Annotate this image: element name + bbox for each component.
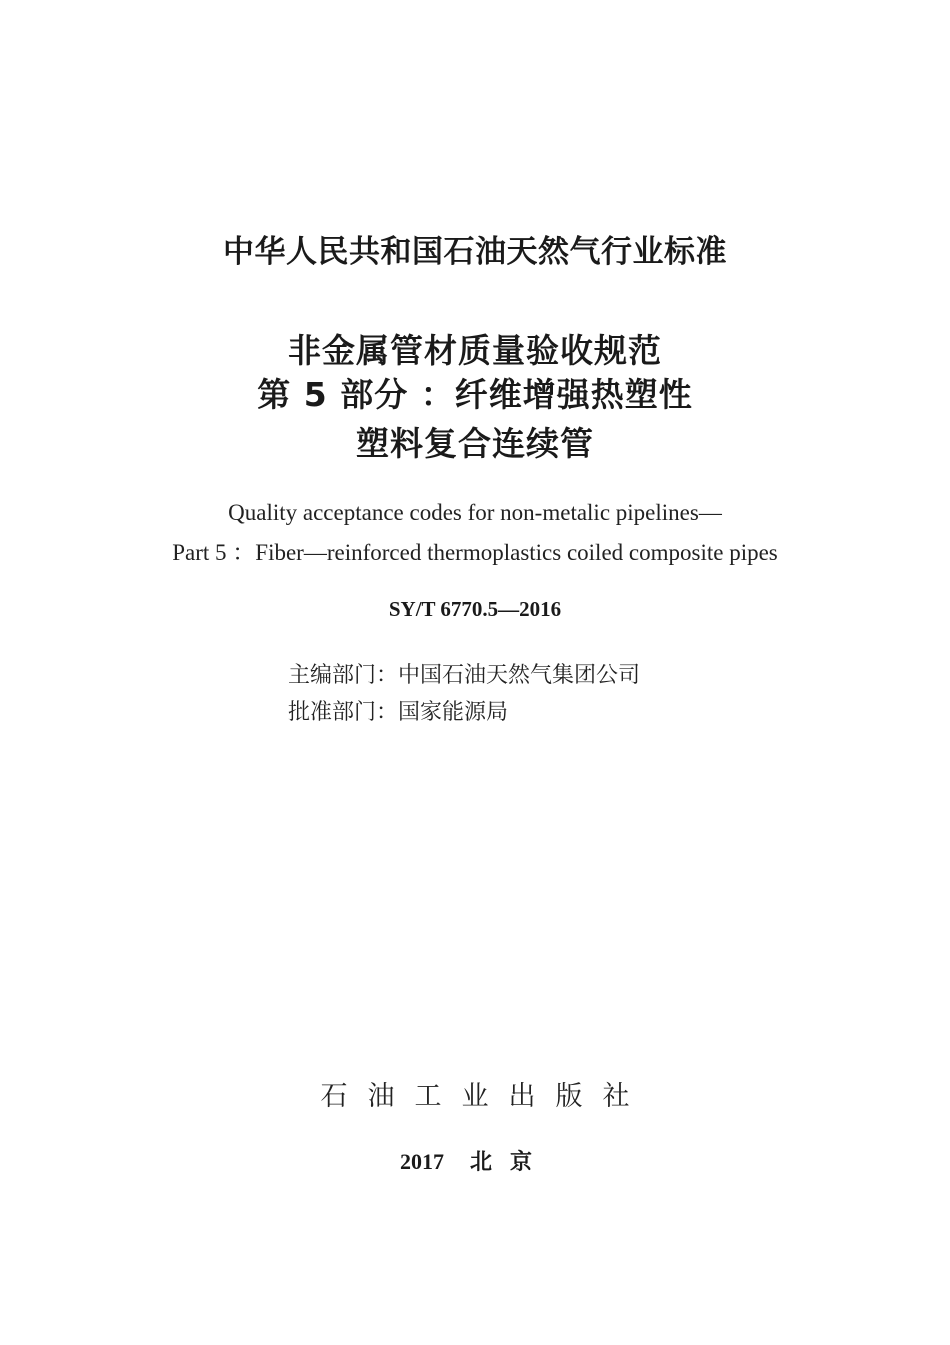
approval-department: 批准部门：国家能源局	[288, 700, 509, 725]
publication-info	[0, 1145, 950, 1176]
publisher-name: 石油工业出版社	[320, 1081, 650, 1112]
standard-code: SY/T 6770.5—2016	[388, 597, 562, 621]
title-en-line-1: Quality acceptance codes for non-metalic pipelines—	[228, 500, 722, 525]
title-zh-line-3: 塑料复合连续管	[356, 424, 594, 463]
publication-city: 北京	[469, 1150, 550, 1175]
title-zh-line-1: 非金属管材质量验收规范	[288, 331, 662, 370]
drafting-department: 主编部门：中国石油天然气集团公司	[288, 663, 641, 688]
title-zh-line-2: 第 5 部分 ：纤维增强热塑性	[257, 375, 693, 414]
publication-year: 2017	[399, 1149, 444, 1174]
standard-type-heading: 中华人民共和国石油天然气行业标准	[223, 234, 727, 270]
title-en-line-2: Part 5 ：Fiber—reinforced thermoplastics coiled composite pipes	[172, 540, 778, 565]
